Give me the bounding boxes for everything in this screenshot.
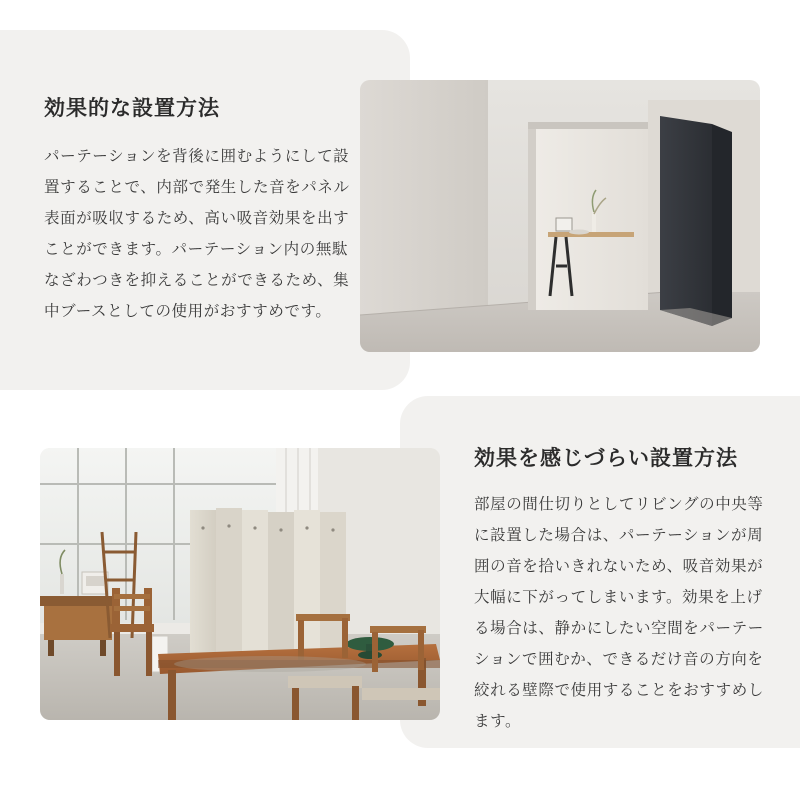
section-2-text-block xyxy=(474,444,764,737)
section-1-body: パーテーションを背後に囲むようにして設置することで、内部で発生した音をパネル表面が吸収するため、高い吸音効果を出すことができます。パーテーション内の無駄なざわつきを抑えることができるため、集中ブースとしての使用がおすすめです。 xyxy=(44,148,350,321)
living-room-with-folding-partition-illustration xyxy=(40,448,440,720)
section-1-photo xyxy=(360,80,760,352)
section-1-title: 効果的な設置方法 xyxy=(44,97,220,120)
section-1-text-block xyxy=(44,94,354,327)
section-2-photo xyxy=(40,448,440,720)
section-2-title: 効果を感じづらい設置方法 xyxy=(474,447,738,470)
section-2-body: 部屋の間仕切りとしてリビングの中央等に設置した場合は、パーテーションが周囲の音を拾いきれないため、吸音効果が大幅に下がってしまいます。効果を上げる場合は、静かにしたい空間をパーテーションで囲むか、できるだけ音の方向を絞れる壁際で使用することをおすすめします。 xyxy=(474,496,764,731)
room-with-black-partition-illustration xyxy=(360,80,760,352)
